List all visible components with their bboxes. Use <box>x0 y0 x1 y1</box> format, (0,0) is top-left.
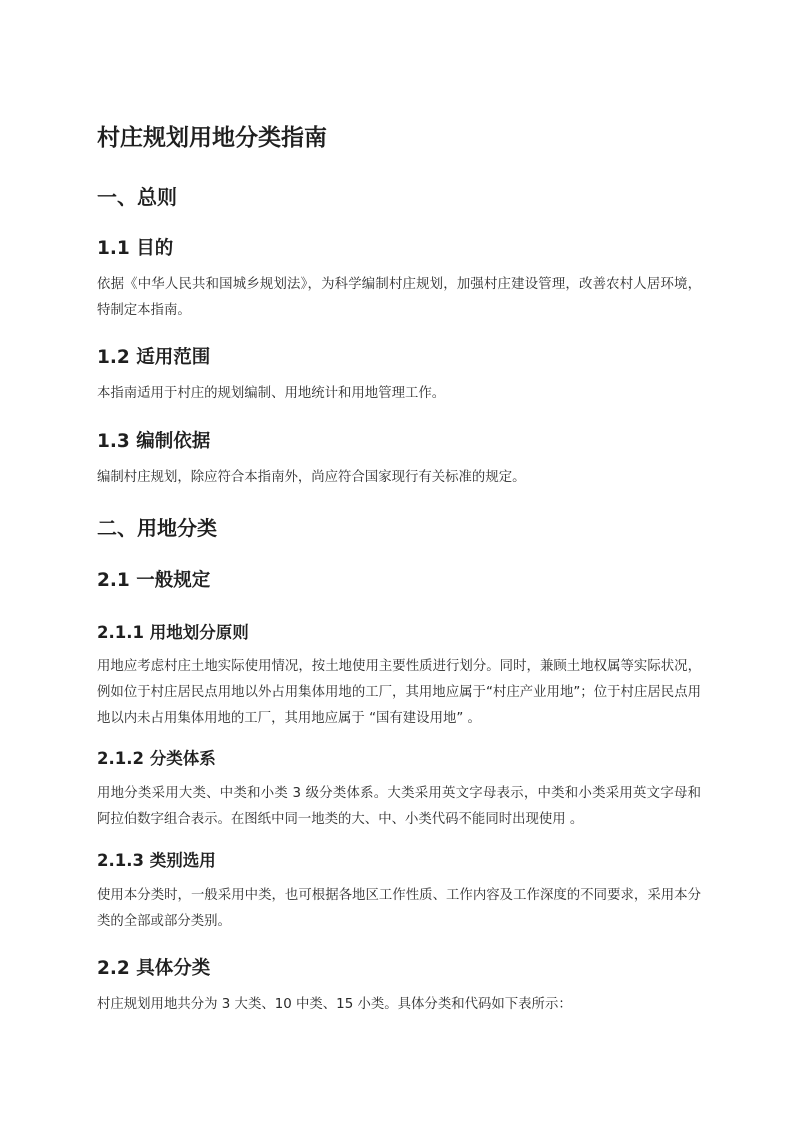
section-2-1-3-heading: 2.1.3 类别选用 <box>97 851 216 870</box>
section-2-1-3-paragraph: 使用本分类时，一般采用中类，也可根据各地区工作性质、工作内容及工作深度的不同要求，采用本分类的全部或部分类别。 <box>97 888 701 929</box>
section-2-2-heading: 2.2 具体分类 <box>97 958 211 979</box>
section-2-1-heading: 2.1 一般规定 <box>97 570 211 591</box>
section-2-heading: 二、用地分类 <box>97 516 217 540</box>
document-title: 村庄规划用地分类指南 <box>97 125 327 151</box>
section-1-1-paragraph: 依据《中华人民共和国城乡规划法》，为科学编制村庄规划，加强村庄建设管理，改善农村人居环境，特制定本指南。 <box>97 277 701 318</box>
section-2-1-2-heading: 2.1.2 分类体系 <box>97 749 216 768</box>
section-1-2-heading: 1.2 适用范围 <box>97 347 211 368</box>
section-1-3-heading: 1.3 编制依据 <box>97 431 211 452</box>
section-1-2-paragraph: 本指南适用于村庄的规划编制、用地统计和用地管理工作。 <box>97 386 446 401</box>
section-1-3-paragraph: 编制村庄规划，除应符合本指南外，尚应符合国家现行有关标准的规定。 <box>97 470 526 485</box>
section-1-heading: 一、总则 <box>97 185 177 209</box>
section-2-2-paragraph: 村庄规划用地共分为 3 大类、10 中类、15 小类。具体分类和代码如下表所示： <box>97 997 572 1012</box>
section-2-1-1-paragraph: 用地应考虑村庄土地实际使用情况，按土地使用主要性质进行划分。同时，兼顾土地权属等实际状况，例如位于村庄居民点用地以外占用集体用地的工厂，其用地应属于“村庄产业用地”；位于村庄居民点用地以内未占用集体用地的工厂，其用地应属于 “国有建设用地” 。 <box>97 659 701 726</box>
section-1-1-heading: 1.1 目的 <box>97 238 174 259</box>
section-2-1-2-paragraph: 用地分类采用大类、中类和小类 3 级分类体系。大类采用英文字母表示，中类和小类采用英文字母和阿拉伯数字组合表示。在图纸中同一地类的大、中、小类代码不能同时出现使用 。 <box>97 786 701 827</box>
section-2-1-1-heading: 2.1.1 用地划分原则 <box>97 623 249 642</box>
